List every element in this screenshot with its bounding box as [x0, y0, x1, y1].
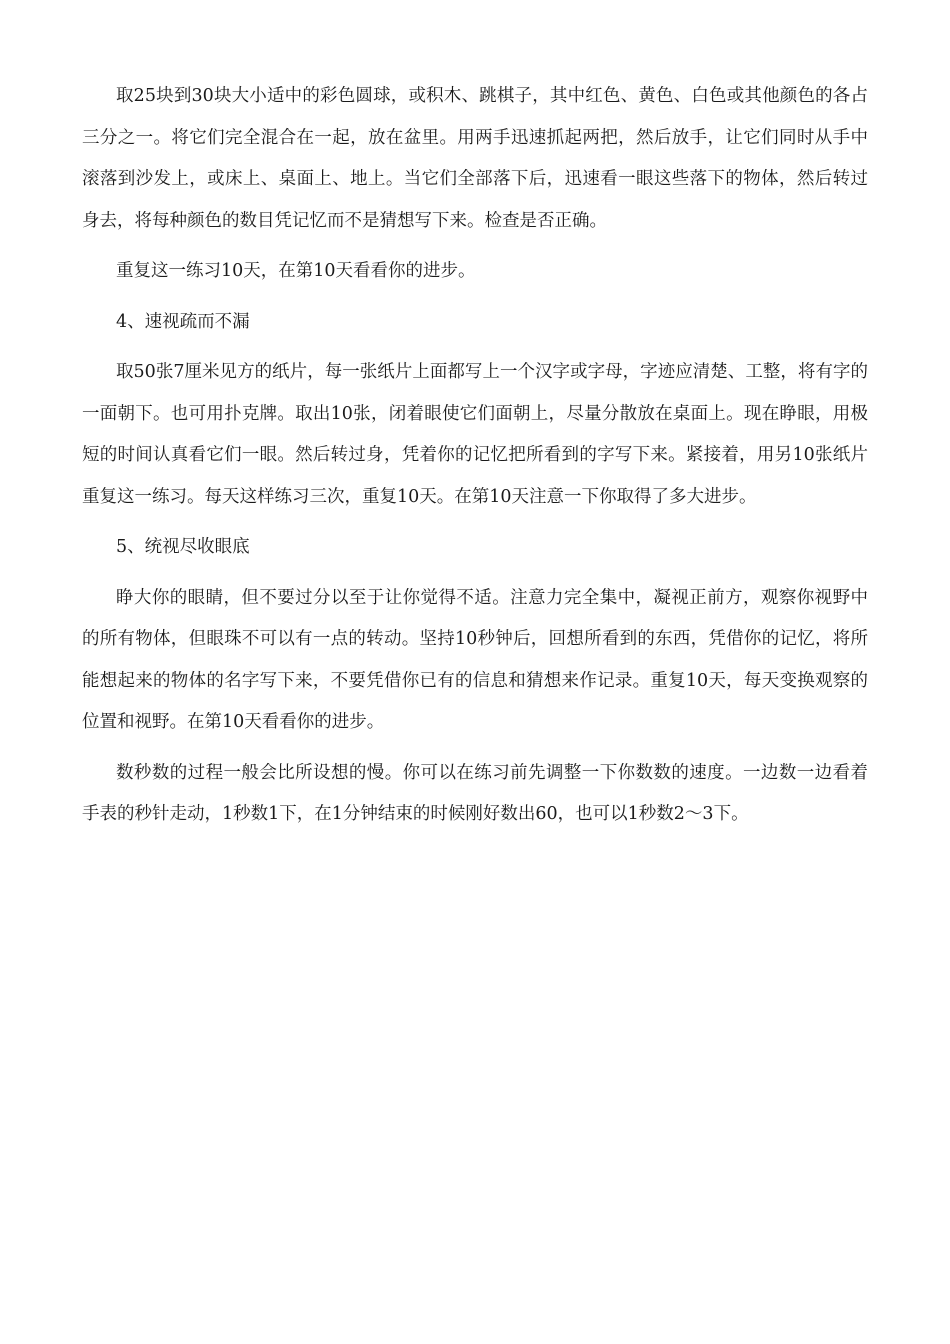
paragraph-counting-seconds: 数秒数的过程一般会比所设想的慢。你可以在练习前先调整一下你数数的速度。一边数一边看着手表的秒针走动，1秒数1下，在1分钟结束的时候刚好数出60，也可以1秒数2～3下。	[82, 762, 868, 824]
paragraph-full-vision: 睁大你的眼睛，但不要过分以至于让你觉得不适。注意力完全集中，凝视正前方，观察你视野中的所有物体，但眼珠不可以有一点的转动。坚持10秒钟后，回想所看到的东西，凭借你的记忆，将所能想起来的物体的名字写下来，不要凭借你已有的信息和猜想来作记录。重复10天，每天变换观察的位置和视野。在第10天看看你的进步。	[82, 587, 868, 732]
section-heading-4: 4、速视疏而不漏	[116, 311, 250, 332]
paragraph-repeat-10-days: 重复这一练习10天，在第10天看看你的进步。	[116, 261, 476, 281]
section-heading-5: 5、统视尽收眼底	[116, 537, 250, 557]
paragraph-paper-cards: 取50张7厘米见方的纸片，每一张纸片上面都写上一个汉字或字母，字迹应清楚、工整，将有字的一面朝下。也可用扑克牌。取出10张，闭着眼使它们面朝上，尽量分散放在桌面上。现在睁眼，用极短的时间认真看它们一眼。然后转过身，凭着你的记忆把所看到的字写下来。紧接着，用另10张纸片重复这一练习。每天这样练习三次，重复10天。在第10天注意一下你取得了多大进步。	[82, 362, 868, 507]
paragraph-color-balls: 取25块到30块大小适中的彩色圆球，或积木、跳棋子，其中红色、黄色、白色或其他颜色的各占三分之一。将它们完全混合在一起，放在盆里。用两手迅速抓起两把，然后放手，让它们同时从手中滚落到沙发上，或床上、桌面上、地上。当它们全部落下后，迅速看一眼这些落下的物体，然后转过身去，将每种颜色的数目凭记忆而不是猜想写下来。检查是否正确。	[82, 86, 868, 231]
document-body	[82, 76, 868, 845]
